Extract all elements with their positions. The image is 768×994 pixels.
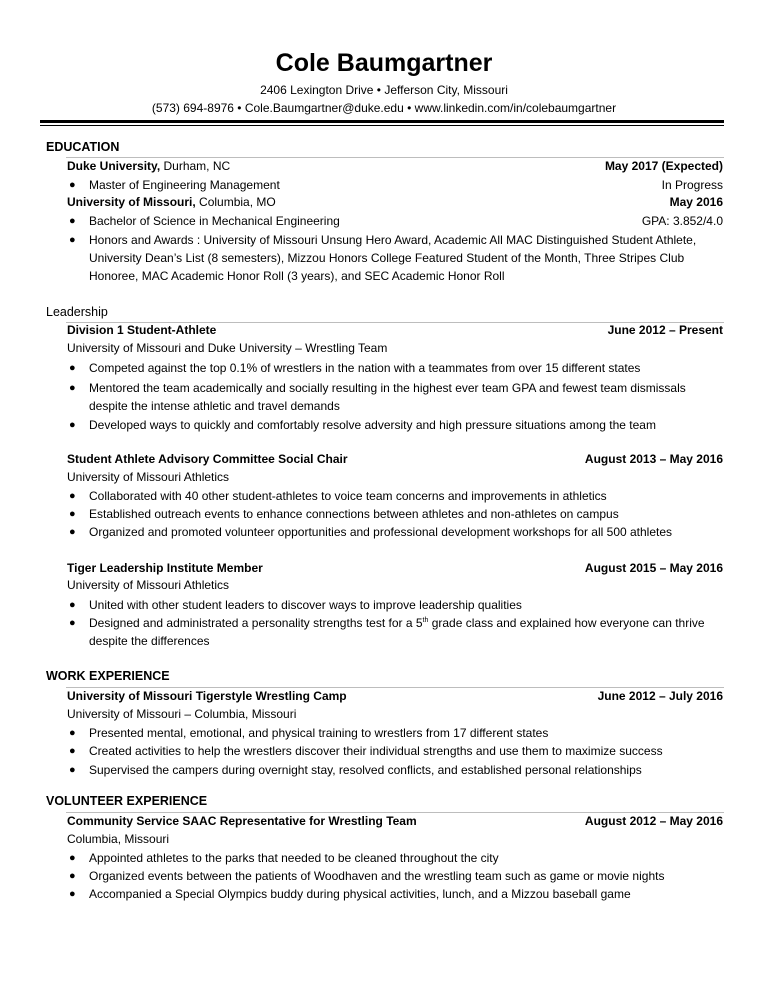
bullet-icon: ● (69, 382, 76, 394)
superscript: th (422, 617, 429, 624)
list-item (67, 724, 723, 742)
address-line: 2406 Lexington Drive • Jefferson City, Missouri (260, 83, 508, 97)
entry-date: August 2015 – May 2016 (584, 561, 723, 575)
list-item (67, 742, 723, 760)
bullet-icon: ● (69, 764, 76, 776)
bullet-text: Accompanied a Special Olympics buddy during physical activities, lunch, and a Mizzou baseball game (89, 887, 631, 901)
list-item (67, 849, 723, 867)
list-item (67, 359, 723, 377)
list-item (67, 176, 723, 194)
bullet-icon: ● (69, 234, 76, 246)
candidate-name: Cole Baumgartner (275, 49, 493, 77)
mizzou-location: Columbia, MO (195, 195, 276, 209)
leadership-heading: Leadership (46, 305, 108, 319)
entry-org: University of Missouri Athletics (67, 470, 230, 484)
list-item (67, 761, 723, 779)
list-item (67, 231, 723, 285)
entry-header (67, 322, 723, 339)
mizzou-row (67, 194, 723, 211)
entry-role: Division 1 Student-Athlete (67, 323, 217, 337)
bullet-icon: ● (69, 852, 76, 864)
bullet-icon: ● (69, 599, 76, 611)
duke-location: Durham, NC (160, 159, 231, 173)
entry-org-row (67, 469, 723, 486)
entry-role: Tiger Leadership Institute Member (67, 561, 263, 575)
bullet-text: Appointed athletes to the parks that needed to be cleaned throughout the city (89, 851, 499, 865)
bullet-text: Collaborated with 40 other student-athletes to voice team concerns and improvements in athletics (89, 489, 607, 503)
duke-date: May 2017 (Expected) (604, 159, 723, 173)
list-item (67, 885, 723, 903)
entry-org: University of Missouri – Columbia, Missouri (67, 707, 297, 721)
entry-role: Community Service SAAC Representative for Wrestling Team (67, 814, 417, 828)
duke-row (67, 158, 723, 175)
mizzou-degree: Bachelor of Science in Mechanical Engineering (89, 214, 340, 228)
bullet-icon: ● (69, 215, 76, 227)
bullet-text: Supervised the campers during overnight stay, resolved conflicts, and established personal relationships (89, 763, 642, 777)
entry-org-row (67, 577, 723, 594)
entry-role: Student Athlete Advisory Committee Social Chair (67, 452, 348, 466)
entry-header (67, 688, 723, 705)
entry-date: June 2012 – Present (607, 323, 723, 337)
bullet-icon: ● (69, 490, 76, 502)
bullet-icon: ● (69, 419, 76, 431)
bullet-icon: ● (69, 727, 76, 739)
mizzou-school: University of Missouri, (67, 195, 196, 209)
bullet-text: United with other student leaders to discover ways to improve leadership qualities (89, 598, 522, 612)
entry-org-row (67, 340, 723, 357)
mizzou-gpa: GPA: 3.852/4.0 (641, 214, 723, 228)
education-heading: EDUCATION (46, 140, 120, 154)
bullet-icon: ● (69, 888, 76, 900)
bullet-text: Presented mental, emotional, and physical training to wrestlers from 17 different states (89, 726, 549, 740)
honors-text: Honors and Awards : University of Missouri Unsung Hero Award, Academic All MAC Distinguished Student Athlete, University Dean’s List (8 semesters), Mizzou Honors College Featured Student of the Month, Three Stripes Club Honoree, MAC Academic Honor Roll (3 years), and SEC Academic Honor Roll (89, 233, 697, 283)
list-item (67, 505, 723, 523)
header-divider-thin (40, 125, 724, 126)
bullet-text: Mentored the team academically and socially resulting in the highest ever team GPA and fewest team dismissals despite the intense athletic and travel demands (89, 381, 686, 413)
bullet-text-part: Designed and administrated a personality strengths test for a 5 (89, 616, 423, 630)
entry-org: University of Missouri and Duke University – Wrestling Team (67, 341, 388, 355)
duke-status: In Progress (661, 178, 723, 192)
list-item (67, 596, 723, 614)
duke-school: Duke University, (67, 159, 161, 173)
entry-date: August 2012 – May 2016 (584, 814, 723, 828)
bullet-icon: ● (69, 870, 76, 882)
header-divider-thick (40, 120, 724, 123)
bullet-icon: ● (69, 745, 76, 757)
list-item (67, 523, 723, 541)
list-item (67, 212, 723, 230)
duke-degree: Master of Engineering Management (89, 178, 280, 192)
bullet-icon: ● (69, 617, 76, 629)
list-item (67, 416, 723, 434)
entry-org-row (67, 831, 723, 848)
entry-header (67, 813, 723, 830)
volunteer-heading: VOLUNTEER EXPERIENCE (46, 794, 208, 808)
bullet-text: Organized and promoted volunteer opportunities and professional development workshops for all 500 athletes (89, 525, 673, 539)
list-item (67, 867, 723, 885)
bullet-icon: ● (69, 362, 76, 374)
list-item (67, 614, 723, 650)
bullet-text: Competed against the top 0.1% of wrestlers in the nation with a teammates from over 15 different states (89, 361, 641, 375)
bullet-icon: ● (69, 179, 76, 191)
entry-org-row (67, 706, 723, 723)
bullet-text: Created activities to help the wrestlers discover their individual strengths and use them to maximize success (89, 744, 663, 758)
list-item (67, 379, 723, 415)
entry-org: Columbia, Missouri (67, 832, 170, 846)
work-heading: WORK EXPERIENCE (46, 669, 170, 683)
bullet-text (89, 614, 723, 650)
entry-role: University of Missouri Tigerstyle Wrestling Camp (67, 689, 347, 703)
entry-date: June 2012 – July 2016 (597, 689, 723, 703)
entry-date: August 2013 – May 2016 (584, 452, 723, 466)
contact-line: (573) 694-8976 • Cole.Baumgartner@duke.edu • www.linkedin.com/in/colebaumgartner (151, 101, 617, 115)
bullet-text-part: grade class and explained how everyone can thrive despite the differences (89, 616, 705, 648)
bullet-icon: ● (69, 526, 76, 538)
list-item (67, 487, 723, 505)
mizzou-date: May 2016 (669, 195, 723, 209)
bullet-text: Established outreach events to enhance connections between athletes and non-athletes on campus (89, 507, 619, 521)
bullet-text: Developed ways to quickly and comfortably resolve adversity and high pressure situations among the team (89, 418, 656, 432)
entry-header (67, 560, 723, 577)
entry-org: University of Missouri Athletics (67, 578, 230, 592)
bullet-icon: ● (69, 508, 76, 520)
bullet-text: Organized events between the patients of Woodhaven and the wrestling team such as game or movie nights (89, 869, 665, 883)
entry-header (67, 451, 723, 468)
